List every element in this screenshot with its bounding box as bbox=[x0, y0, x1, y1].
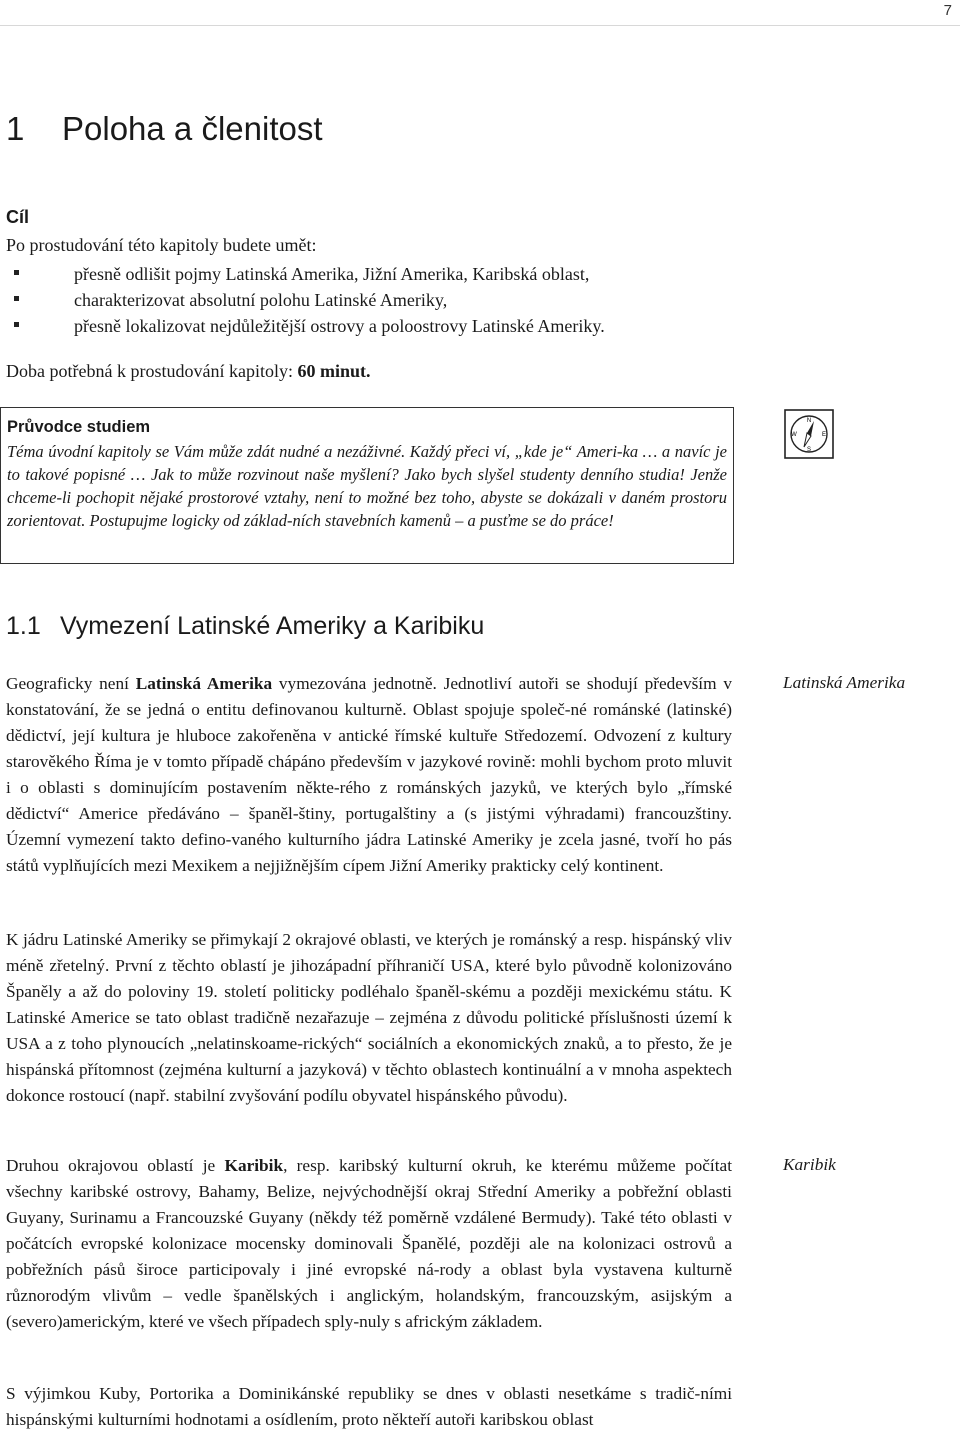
compass-s: S bbox=[806, 447, 812, 453]
duration-value: 60 minut. bbox=[297, 361, 371, 381]
compass-icon bbox=[784, 409, 834, 459]
margin-note-karibik: Karibik bbox=[783, 1155, 836, 1174]
goal-heading: Cíl bbox=[6, 207, 30, 227]
paragraph-1-lead: Geograficky není bbox=[6, 674, 136, 693]
duration-label: Doba potřebná k prostudování kapitoly: bbox=[6, 361, 293, 381]
chapter-title-text: Poloha a členitost bbox=[62, 110, 323, 147]
goal-item bbox=[6, 287, 605, 313]
goal-item-text: charakterizovat absolutní polohu Latinské Ameriky, bbox=[74, 290, 448, 310]
goal-list bbox=[6, 261, 605, 339]
section-number: 1.1 bbox=[6, 612, 41, 640]
study-guide-text: Téma úvodní kapitoly se Vám může zdát nudné a nezáživné. Každý přeci ví, „kde je“ Ameri-ka … a navíc je to takové popisné … Jak to může rozvinout naše myšlení? Jako bych slyšel studenty denního studia! Jenže chceme-li pochopit nějaké prostorové vztahy, není to možné bez toho, abyste se dokázali v daném prostoru zorientovat. Postupujme logicky od základ-ních stavebních kamenů – a pusťme se do práce! bbox=[7, 442, 727, 530]
paragraph-3-body: , resp. karibský kulturní okruh, ke kterému můžeme počítat všechny karibské ostrovy, Bahamy, Belize, nejvýchodnější okraj Střední Ameriky a pobřežní oblasti Guyany, Surinamu a Francouzské Guyany (někdy též poměrně vzdálené Bermudy). Také této oblasti v počátcích evropské kolonizace mocensky dominovali Španělé, později ale na kolonizaci ostrovů a pobřežních pásů široce participovaly i jiné evropské ná-rody a oblast byla vystavena kulturně různorodým vlivům – vedle španělských i anglickým, holandským, francouzským, asijským a (severo)americkým, které ve všech případech sply-nuly s africkým základem. bbox=[6, 1156, 733, 1331]
compass-e: E bbox=[821, 432, 827, 438]
study-guide-box bbox=[0, 407, 734, 564]
paragraph-4: S výjimkou Kuby, Portorika a Dominikánské republiky se dnes v oblasti nesetkáme s tradič-ními hispánskými kulturními hodnotami a osídlením, proto někteří autoři karibskou oblast bbox=[6, 1384, 732, 1429]
study-duration bbox=[6, 361, 370, 382]
goal-item bbox=[6, 261, 605, 287]
term-karibik: Karibik bbox=[224, 1156, 284, 1175]
compass-w: W bbox=[791, 432, 797, 438]
compass-n: N bbox=[806, 418, 812, 424]
paragraph-3-lead: Druhou okrajovou oblastí je bbox=[6, 1156, 225, 1175]
paragraph-3 bbox=[6, 1153, 732, 1335]
term-latinska-amerika: Latinská Amerika bbox=[135, 674, 273, 693]
square-bullet-icon bbox=[14, 296, 19, 301]
study-guide-title: Průvodce studiem bbox=[7, 418, 151, 436]
section-title bbox=[6, 612, 484, 641]
chapter-number: 1 bbox=[6, 110, 25, 147]
square-bullet-icon bbox=[14, 322, 19, 327]
margin-note-latinska-amerika: Latinská Amerika bbox=[783, 673, 906, 692]
chapter-title bbox=[6, 110, 323, 148]
goal-intro: Po prostudování této kapitoly budete umět: bbox=[6, 235, 317, 255]
paragraph-1 bbox=[6, 671, 732, 879]
paragraph-2: K jádru Latinské Ameriky se přimykají 2 okrajové oblasti, ve kterých je románský a resp. hispánský vliv méně zřetelný. První z těchto oblastí je jihozápadní příhraničí USA, které bylo původně kolonizováno Španěly a až do poloviny 19. století politicky podléhalo španěl-skému a později mexickému státu. K Latinské Americe se tato oblast tradičně nezařazuje – zejména z důvodu politické příslušnosti území k USA a z toho plynoucích „nelatinskoame-rických“ sociálních a ekonomických znaků, a to přesto, že je hispánská přítomnost (zejména kulturní a jazyková) v těchto oblastech kontinuální a v mnoha aspektech dokonce rostoucí (např. stabilní zvyšování podílu obyvatel hispánského původu). bbox=[6, 930, 732, 1105]
goal-item-text: přesně odlišit pojmy Latinská Amerika, Jižní Amerika, Karibská oblast, bbox=[74, 264, 590, 284]
goal-item bbox=[6, 313, 605, 339]
paragraph-1-body: vymezována jednotně. Jednotliví autoři se shodují především v konstatování, že se jedná o entitu definovanou kulturně. Oblast spojuje společ-né románské (latinské) dědictví, její kultura je hluboce zakořeněna v antické římské kultuře Středozemí. Odvození z kultury starověkého Říma je v tomto případě chápáno především v jazykové rovině: mohli bychom proto mluvit i o oblasti s dominujícím postavením někte-rého z románských jazyků, ve kterých bylo „římské dědictví“ Americe předáváno – španěl-štiny, portugalštiny a (s jistými výhradami) francouzštiny. Územní vymezení takto defino-vaného kulturního jádra Latinské Ameriky je zcela jasné, tvoří ho pás států vyplňujících mezi Mexikem a nejjižnějším cípem Jižní Ameriky prakticky celý kontinent. bbox=[6, 674, 732, 875]
section-title-text: Vymezení Latinské Ameriky a Karibiku bbox=[60, 612, 485, 640]
page-number: 7 bbox=[0, 0, 960, 26]
square-bullet-icon bbox=[14, 270, 19, 275]
goal-item-text: přesně lokalizovat nejdůležitější ostrovy a poloostrovy Latinské Ameriky. bbox=[74, 316, 605, 336]
